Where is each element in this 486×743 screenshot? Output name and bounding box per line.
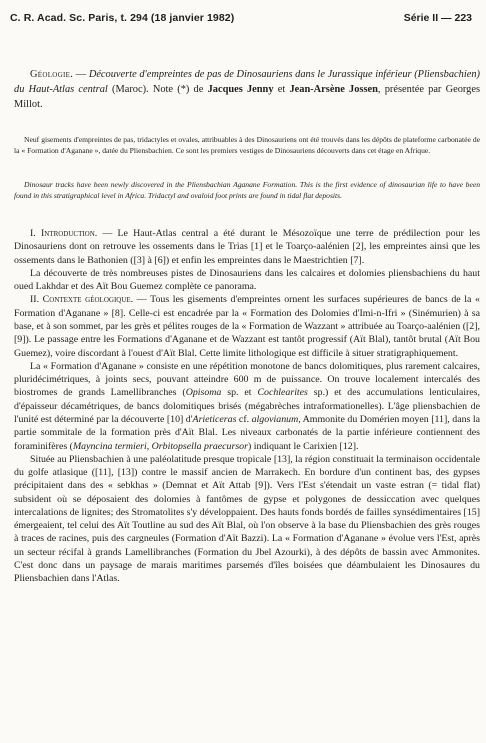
text-run: ) indiquant le Carixien [12]. — [247, 440, 359, 452]
geological-context-text: — Tous les gisements d'empreintes ornent les surfaces supérieures de bancs de la « Formation d'Aganane » [8]. Celle-ci est encadrée par la « Formation des Dolomies d'Imi-n-Ifri » (Sinémurien) à sa base, et à son sommet, par les grès et pélites rouges de la « Formation de Wazzant » attribuée au Toarço-aalénien ([2], [9]). Le passage entre les Formations d'Aganane et de Wazzant est tantôt progressif (Aït Blal), tantôt brutal (Aït Bou Guemez), voire discordant à l'ouest d'Aït Blal. Cette limite lithologique est difficile à situer stratigraphiquement. — [14, 294, 480, 359]
text-run: sp. et — [221, 387, 258, 399]
section-heading: Géologie. — [30, 69, 74, 80]
series-page-number: Série II — 223 — [403, 12, 472, 24]
paragraph-geological-context — [14, 293, 480, 359]
title-dash: — — [73, 69, 89, 80]
paragraph-introduction — [14, 227, 480, 267]
taxon-opisoma: Opisoma — [185, 387, 222, 399]
abstract-english: Dinosaur tracks have been newly discovered in the Pliensbachian Aganane Formation. This is the first evidence of dinosaurian life to have been found in this stratigraphical level in Africa. Tridactyl and ovaloid foot prints are found in tidal flat deposits. — [14, 180, 480, 200]
paragraph-aganane-formation — [14, 360, 480, 453]
journal-citation: C. R. Acad. Sc. Paris, t. 294 (18 janvier 1982) — [10, 12, 235, 24]
text-run: La « Formation d'Aganane » consiste en une répétition monotone de bancs dolomitiques, plus rarement calcaires, pluridécimétriques, à joints secs, pouvant atteindre 600 m de puissance. On trouve localement intercalés des biostromes de grands Lamellibranches ( — [14, 360, 480, 399]
title-italic: Découverte d'empreintes de pas de Dinosauriens dans le Jurassique inférieur (Pliensbachien) du Haut-Atlas central — [14, 69, 481, 95]
note-title — [14, 68, 480, 112]
text-run: Ammonite du Domérien moyen [11], dans la partie sommitale de la formation près d'Aït Blal. Les niveaux carbonatés de la partie inférieure contiennent des foraminifères ( — [14, 413, 481, 452]
presented-by: , présentée par Georges Millot. — [14, 83, 481, 110]
introduction-heading: I. Introduction. — [30, 228, 98, 239]
paragraph-paleogeography: Située au Pliensbachien à une paléolatitude presque tropicale [13], la région constituait la terminaison occidentale du golfe atlasique ([11], [13]) contre le massif ancien de Marrakech. En bordure d'un continent bas, des gypses précipitaient dans des « sebkhas » (Demnat et Aït Attab [9]). Vers l'Est s'étendait un vaste estran (= tidal flat) subsident où se déposaient des dolomies à fantômes de gypse et polygones de dessiccation avec quelques intercalations de lignites; des Stromatolites s'y développaient. Des hauts fonds bordés de failles synsédimentaires [15] émergeaient, tel celui des Aït Toutline au sud des Aït Blal, où l'on observe à la base du Pliensbachien des grès rouges à traces de racines, puis des cargneules (Formation d'Aït Bazzi). La « Formation d'Aganane » évolue vers l'Est, après un secteur récifal à grands Lamellibranches (Formation du Jbel Azourki), à des dépôts de bassin avec Ammonites. C'est donc dans un paysage de marais maritimes parsemés d'îles boisées que déambulaient les Dinosaures du Pliensbachien dans l'Atlas. — [14, 453, 480, 585]
paragraph-discovery: La découverte de très nombreuses pistes de Dinosauriens dans les calcaires et dolomies pliensbachiens du haut oued Lakhdar et des Aït Bou Guemez complète ce panorama. — [14, 267, 480, 293]
text-run: cf. — [236, 413, 252, 425]
taxon-cochlearites: Cochlearites — [257, 387, 308, 399]
body-text — [14, 227, 480, 586]
introduction-text: — Le Haut-Atlas central a été durant le Mésozoïque une terre de prédilection pour les Dinosauriens dont on retrouve les ossements dans le Trias [1] et le Toarço-aalénien [2], les empreintes ainsi que les ossements dans le Bathonien ([3] à [6]) et enfin les empreintes dans le Maestrichtien [7]. — [14, 228, 480, 266]
author-and: et — [273, 83, 290, 95]
author-1: Jacques Jenny — [207, 83, 274, 95]
author-2: Jean-Arsène Jossen — [289, 83, 378, 95]
taxon-algovianum: algovianum, — [251, 413, 301, 425]
taxon-foraminifera: Mayncina termieri, Orbitopsella praecursor — [72, 440, 248, 452]
taxon-arieticeras: Arieticeras — [192, 413, 237, 425]
geological-context-heading: II. Contexte géologique. — [30, 294, 134, 306]
abstract-french: Neuf gisements d'empreintes de pas, tridactyles et ovales, attribuables à des Dinosauriens ont été trouvés dans les dépôts de plateforme carbonatée de la « Formation d'Aganane », datée du Pliensbachien. Ce sont les premiers vestiges de Dinosauriens découverts dans cet étage en Afrique. — [14, 135, 480, 155]
note-label: Note (*) de — [148, 83, 208, 95]
text-run: sp.) et des accumulations lenticulaires, d'épaisseur décamétriques, de bancs dolomitiques brisés (mégabrèches intraformationelles). L'âge pliensbachien de l'unité est déterminé par la découverte [10] d' — [14, 387, 480, 425]
title-region: (Maroc). — [107, 83, 149, 95]
